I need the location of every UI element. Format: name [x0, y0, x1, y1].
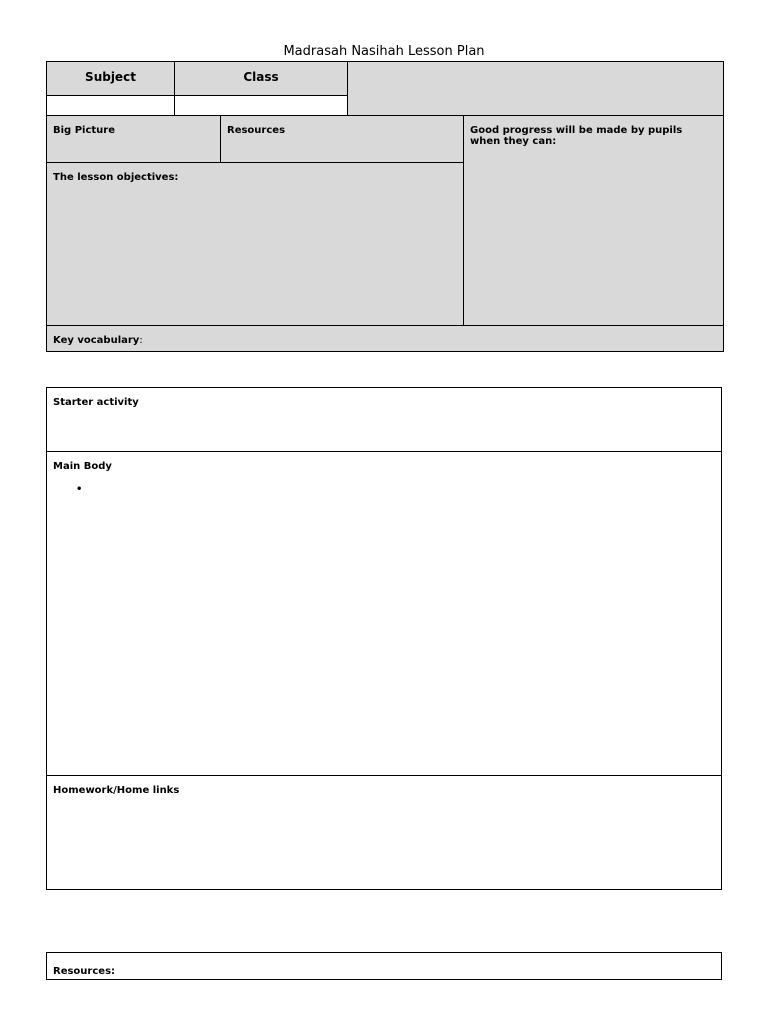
resources-footer-label: Resources: [53, 966, 116, 977]
main-body-label: Main Body [53, 461, 112, 472]
resources-label: Resources [227, 125, 286, 136]
big-picture-label: Big Picture [53, 125, 115, 136]
homework-cell[interactable] [46, 775, 722, 890]
class-header [174, 61, 348, 96]
homework-label: Homework/Home links [53, 785, 180, 796]
good-progress-cell[interactable] [463, 115, 724, 326]
subject-label: Subject [85, 70, 136, 84]
subject-field[interactable] [46, 95, 175, 116]
key-vocabulary-colon: : [139, 335, 143, 346]
main-body-bullet: • [76, 484, 83, 495]
starter-activity-label: Starter activity [53, 397, 139, 408]
resources-cell[interactable] [220, 115, 464, 163]
main-body-cell[interactable] [46, 451, 722, 776]
starter-activity-cell[interactable] [46, 387, 722, 452]
subject-header [46, 61, 175, 96]
big-picture-cell[interactable] [46, 115, 221, 163]
good-progress-label: Good progress will be made by pupils when they can: [470, 125, 683, 147]
page-title: Madrasah Nasihah Lesson Plan [283, 44, 485, 59]
lesson-objectives-label: The lesson objectives: [53, 172, 179, 183]
resources-footer-cell[interactable] [46, 952, 722, 980]
class-field[interactable] [174, 95, 348, 116]
lesson-objectives-cell[interactable] [46, 162, 464, 326]
key-vocabulary-label: Key vocabulary [53, 335, 140, 346]
key-vocabulary-cell[interactable] [46, 325, 724, 352]
class-label: Class [243, 70, 279, 84]
